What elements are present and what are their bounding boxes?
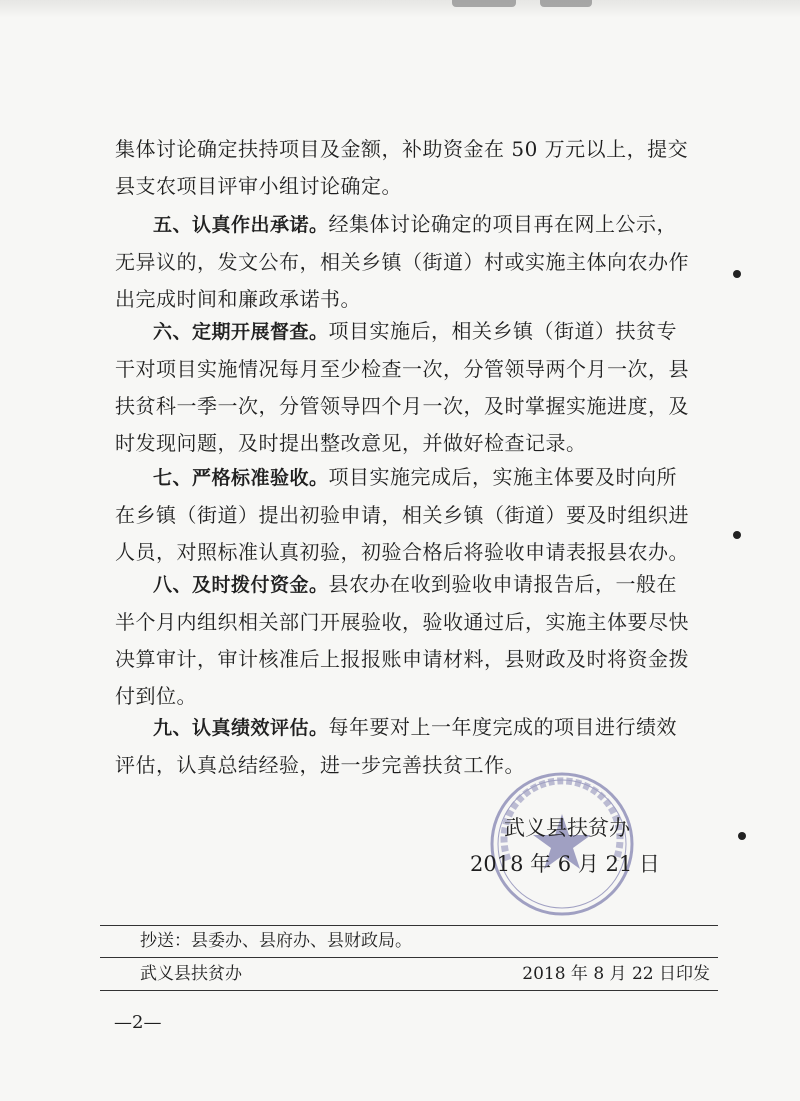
text-line: 无异议的，发文公布，相关乡镇（街道）村或实施主体向农办作 bbox=[115, 250, 689, 274]
section-5-paragraph bbox=[115, 206, 715, 318]
scan-edge-shadow bbox=[0, 0, 800, 18]
text-line: 评估，认真总结经验，进一步完善扶贫工作。 bbox=[115, 753, 525, 777]
binding-hole-mark bbox=[733, 531, 741, 539]
scan-artifact bbox=[452, 0, 516, 7]
footer-issue-row bbox=[140, 962, 710, 986]
signature-org: 武义县扶贫办 bbox=[504, 816, 630, 840]
text-span: 项目实施完成后，实施主体要及时向所 bbox=[328, 465, 678, 489]
section-heading: 八、及时拨付资金。 bbox=[153, 574, 329, 596]
page-number: —2— bbox=[114, 1012, 162, 1033]
text-span: 每年要对上一年度完成的项目进行绩效 bbox=[328, 715, 678, 739]
text-span: 项目实施后，相关乡镇（街道）扶贫专 bbox=[328, 319, 678, 343]
signature-block bbox=[470, 810, 670, 882]
section-heading: 五、认真作出承诺。 bbox=[153, 214, 329, 236]
text-line: 出完成时间和廉政承诺书。 bbox=[115, 287, 361, 311]
section-heading: 六、定期开展督查。 bbox=[153, 321, 329, 343]
text-line: 时发现问题，及时提出整改意见，并做好检查记录。 bbox=[115, 431, 587, 455]
binding-hole-mark bbox=[738, 832, 746, 840]
scan-artifact bbox=[540, 0, 592, 7]
text-line bbox=[115, 566, 715, 604]
text-line: 付到位。 bbox=[115, 684, 197, 708]
footer-divider-middle bbox=[100, 957, 718, 958]
footer-divider-bottom bbox=[100, 990, 718, 991]
binding-hole-mark bbox=[733, 270, 741, 278]
footer-cc-row bbox=[140, 929, 710, 953]
cc-text: 抄送：县委办、县府办、县财政局。 bbox=[140, 931, 412, 951]
issue-date: 2018 年 8 月 22 日印发 bbox=[522, 964, 710, 984]
text-line: 集体讨论确定扶持项目及金额，补助资金在 50 万元以上，提交 bbox=[115, 137, 689, 161]
text-span: 县农办在收到验收申请报告后，一般在 bbox=[328, 572, 678, 596]
section-7-paragraph bbox=[115, 459, 715, 571]
text-line: 干对项目实施情况每月至少检查一次，分管领导两个月一次，县 bbox=[115, 357, 689, 381]
text-line: 决算审计，审计核准后上报报账申请材料，县财政及时将资金拨 bbox=[115, 647, 689, 671]
footer-divider-top bbox=[100, 925, 718, 926]
section-heading: 七、严格标准验收。 bbox=[153, 467, 329, 489]
text-line: 人员，对照标准认真初验，初验合格后将验收申请表报县农办。 bbox=[115, 540, 689, 564]
text-line: 县支农项目评审小组讨论确定。 bbox=[115, 174, 402, 198]
text-line bbox=[115, 313, 715, 351]
text-line: 在乡镇（街道）提出初验申请，相关乡镇（街道）要及时组织进 bbox=[115, 503, 689, 527]
section-8-paragraph bbox=[115, 566, 715, 715]
body-paragraph-continuation bbox=[115, 131, 715, 205]
text-line bbox=[115, 709, 715, 747]
section-6-paragraph bbox=[115, 313, 715, 462]
text-line: 半个月内组织相关部门开展验收，验收通过后，实施主体要尽快 bbox=[115, 610, 689, 634]
text-span: 经集体讨论确定的项目再在网上公示， bbox=[328, 212, 678, 236]
issuer-name: 武义县扶贫办 bbox=[140, 964, 242, 984]
signature-date: 2018 年 6 月 21 日 bbox=[470, 852, 660, 876]
section-heading: 九、认真绩效评估。 bbox=[153, 717, 329, 739]
text-line bbox=[115, 459, 715, 497]
text-line bbox=[115, 206, 715, 244]
text-line: 扶贫科一季一次，分管领导四个月一次，及时掌握实施进度，及 bbox=[115, 394, 689, 418]
